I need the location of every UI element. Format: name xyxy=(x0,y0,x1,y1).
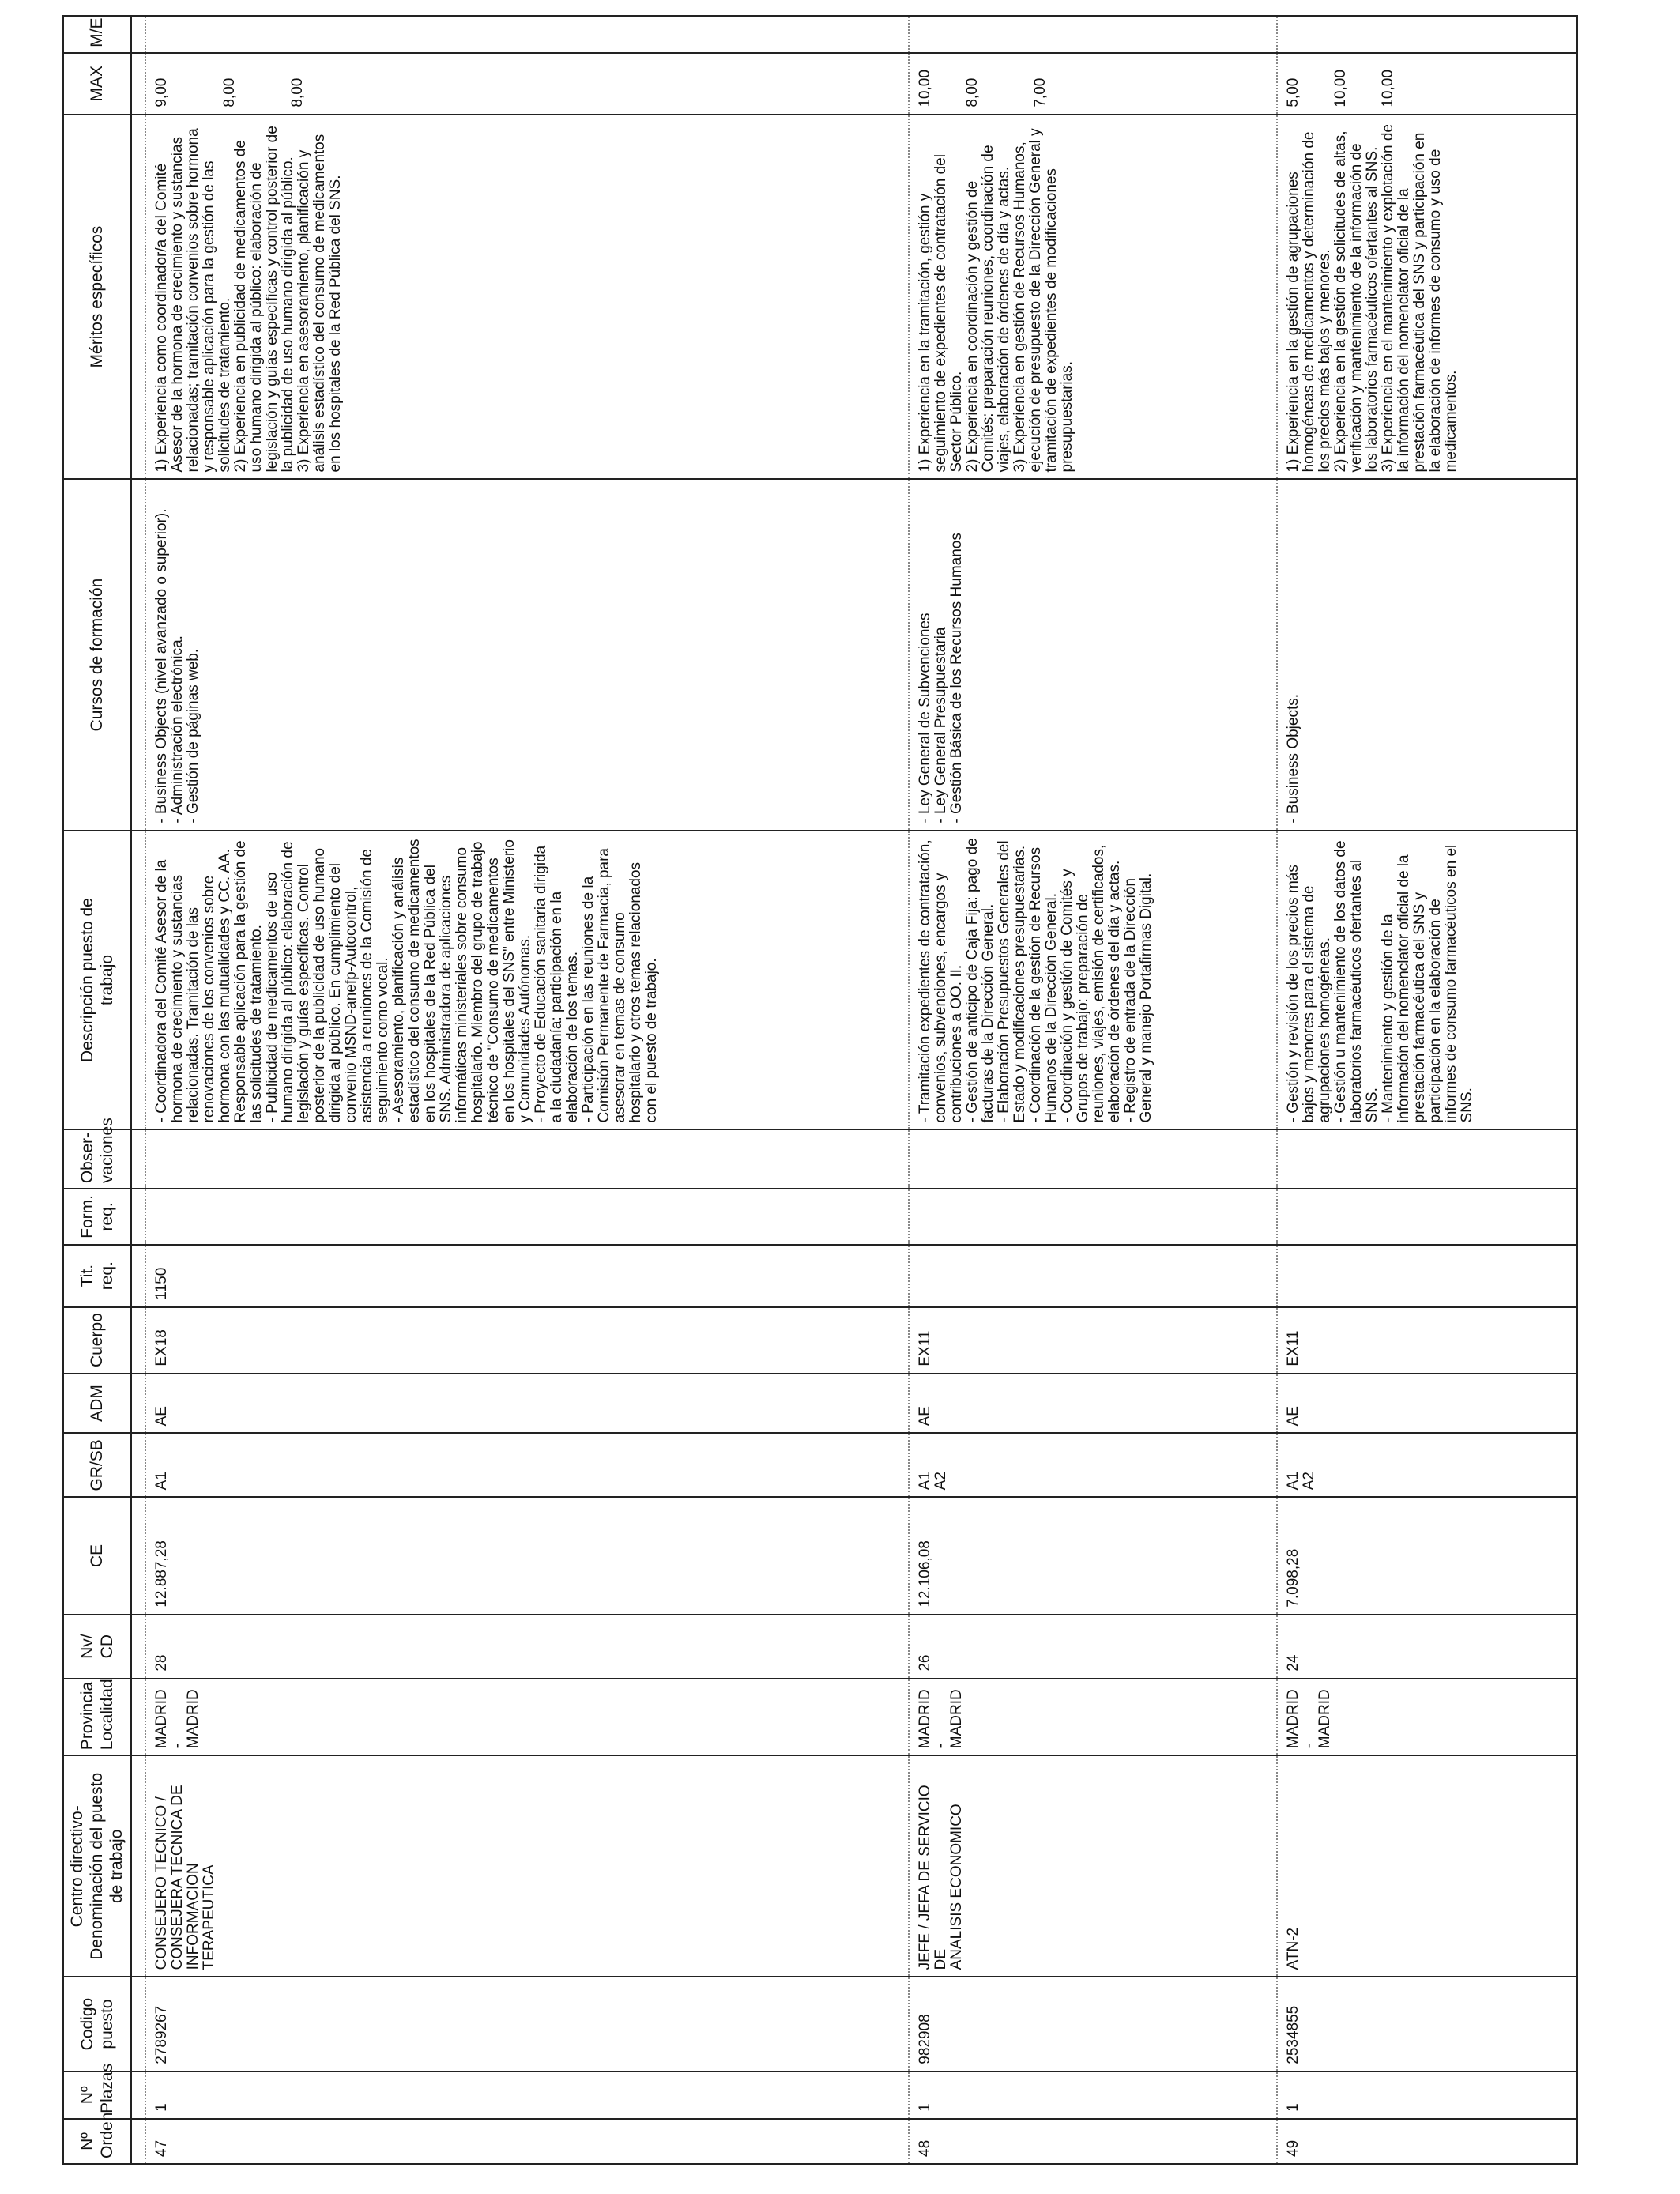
cell-provincia: MADRID - MADRID xyxy=(1277,1679,1576,1756)
cell-centro: CONSEJERO TECNICO / CONSEJERA TECNICA DE INFORMACION TERAPEUTICA xyxy=(145,1755,909,1977)
cell-cuerpo: EX11 xyxy=(1277,1307,1576,1374)
cell-cursos: - Ley General de Subvenciones - Ley General Presupuestaria - Gestión Básica de los Recursos Humanos xyxy=(909,479,1278,830)
table-header-row xyxy=(63,16,131,2164)
cell-max xyxy=(1277,53,1576,115)
header-meritos: Méritos específicos xyxy=(63,115,131,480)
cell-me xyxy=(145,16,909,53)
header-codigo: Codigo puesto xyxy=(63,1977,131,2071)
cell-nv: 26 xyxy=(909,1615,1278,1679)
header-centro: Centro directivo- Denominación del puesto de trabajo xyxy=(63,1755,131,1977)
header-me: M/E xyxy=(63,16,131,53)
header-max: MAX xyxy=(63,53,131,115)
cell-form xyxy=(145,1189,909,1245)
cell-form xyxy=(1277,1189,1576,1245)
header-form: Form. req. xyxy=(63,1189,131,1245)
header-tit: Tit. req. xyxy=(63,1245,131,1307)
cell-obs xyxy=(1277,1129,1576,1189)
table-row xyxy=(1277,16,1576,2164)
header-cuerpo: Cuerpo xyxy=(63,1307,131,1374)
max-score-3: 10,00 xyxy=(1380,70,1397,107)
cell-plazas: 1 xyxy=(145,2071,909,2119)
cell-me xyxy=(909,16,1278,53)
cell-adm: AE xyxy=(909,1374,1278,1434)
header-cursos: Cursos de formación xyxy=(63,479,131,830)
max-score-1: 9,00 xyxy=(153,77,170,107)
cell-tit xyxy=(909,1245,1278,1307)
table-row xyxy=(909,16,1278,2164)
header-adm: ADM xyxy=(63,1374,131,1434)
cell-centro: JEFE / JEFA DE SERVICIO DE ANALISIS ECONOMICO xyxy=(909,1755,1278,1977)
max-score-1: 10,00 xyxy=(916,70,933,107)
cell-obs xyxy=(145,1129,909,1189)
header-desc: Descripción puesto de trabajo xyxy=(63,831,131,1130)
cell-max xyxy=(145,53,909,115)
cell-nv: 24 xyxy=(1277,1615,1576,1679)
cell-cuerpo: EX18 xyxy=(145,1307,909,1374)
header-gr: GR/SB xyxy=(63,1433,131,1497)
max-score-2: 8,00 xyxy=(221,77,238,107)
header-plazas: Nº Plazas xyxy=(63,2071,131,2119)
cell-codigo: 982908 xyxy=(909,1977,1278,2071)
cell-nv: 28 xyxy=(145,1615,909,1679)
cell-desc: - Tramitación expedientes de contratación, convenios, subvenciones, encargos y contribuciones a OO. II. - Gestión de anticipo de Caja Fija: pago de facturas de la Dirección General. - Elaboración Presupuestos Generales del Estado y modificaciones presupuestarias. - Coordinación de la gestión de Recursos Humanos de la Dirección General. - Coordinación y gestión de Comités y Grupos de trabajo: preparación de reuniones, viajes, emisión de certificados, elaboración de órdenes del día y actas. - Registro de entrada de la Dirección General y manejo Portafirmas Digital. xyxy=(909,831,1278,1130)
cell-codigo: 2789267 xyxy=(145,1977,909,2071)
header-ce: CE xyxy=(63,1497,131,1614)
header-orden: Nº Orden xyxy=(63,2119,131,2164)
cell-ce: 12.106,08 xyxy=(909,1497,1278,1614)
cell-gr: A1 A2 xyxy=(1277,1433,1576,1497)
cell-obs xyxy=(909,1129,1278,1189)
table-row xyxy=(145,16,909,2164)
cell-ce: 7.098,28 xyxy=(1277,1497,1576,1614)
cell-plazas: 1 xyxy=(1277,2071,1576,2119)
cell-cuerpo: EX11 xyxy=(909,1307,1278,1374)
header-provincia: Provincia Localidad xyxy=(63,1679,131,1756)
max-score-1: 5,00 xyxy=(1285,77,1302,107)
cell-desc: - Coordinadora del Comité Asesor de la hormona de crecimiento y sustancias relacionadas. Tramitación de las renovaciones de los convenios sobre hormona con las mutualidades y CC. AA. Responsable aplicación para la gestión de las solicitudes de tratamiento. - Publicidad de medicamentos de uso humano dirigida al público: elaboración de legislación y guías específicas. Control posterior de la publicidad de uso humano dirigida al público. En cumplimiento del convenio MSND-anefp-Autocontrol, asistencia a reuniones de la Comisión de seguimiento como vocal. - Asesoramiento, planificación y análisis estadístico del consumo de medicamentos en los hospitales de la Red Pública del SNS. Administradora de aplicaciones informáticas ministeriales sobre consumo hospitalario. Miembro del grupo de trabajo técnico de "Consumo de medicamentos en los hospitales del SNS" entre Ministerio y Comunidades Autónomas. - Proyecto de Educación sanitaria dirigida a la ciudadanía: participación en la elaboración de los temas. - Participación en las reuniones de la Comisión Permanente de Farmacia, para asesorar en temas de consumo hospitalario y otros temas relacionados con el puesto de trabajo. xyxy=(145,831,909,1130)
cell-max xyxy=(909,53,1278,115)
cell-tit xyxy=(1277,1245,1576,1307)
cell-cursos: - Business Objects. xyxy=(1277,479,1576,830)
cell-meritos: 1) Experiencia en la gestión de agrupaciones homogéneas de medicamentos y determinación de los precios más bajos y menores. 2) Experiencia en la gestión de solicitudes de altas, verificación y mantenimiento de la información de los laboratorios farmacéuticos ofertantes al SNS. 3) Experiencia en el mantenimiento y explotación de la información del nomenclator oficial de la prestación farmacéutica del SNS y participación en la elaboración de informes de consumo y uso de medicamentos. xyxy=(1277,115,1576,480)
cell-me xyxy=(1277,16,1576,53)
cell-gr: A1 A2 xyxy=(909,1433,1278,1497)
max-score-2: 10,00 xyxy=(1332,70,1350,107)
cell-provincia: MADRID - MADRID xyxy=(909,1679,1278,1756)
cell-meritos: 1) Experiencia como coordinador/a del Comité Asesor de la hormona de crecimiento y sustancias relacionadas; tramitación convenios sobre hormona y responsable aplicación para la gestión de las solicitudes de tratamiento. 2) Experiencia en publicidad de medicamentos de uso humano dirigida al público: elaboración de legislación y guías específicas y control posterior de la publicidad de uso humano dirigida al público. 3) Experiencia en asesoramiento, planificación y análisis estadístico del consumo de medicamentos en los hospitales de la Red Pública del SNS. xyxy=(145,115,909,480)
cell-provincia: MADRID - MADRID xyxy=(145,1679,909,1756)
max-score-3: 8,00 xyxy=(289,77,306,107)
cell-meritos: 1) Experiencia en la tramitación, gestión y seguimiento de expedientes de contratación del Sector Público. 2) Experiencia en coordinación y gestión de Comités: preparación reuniones, coordinación de viajes, elaboración de órdenes de día y actas. 3) Experiencia en gestión de Recursos Humanos, ejecución de presupuesto de la Dirección General y tramitación de expedientes de modificaciones presupuestarias. xyxy=(909,115,1278,480)
cell-form xyxy=(909,1189,1278,1245)
cell-adm: AE xyxy=(1277,1374,1576,1434)
cell-orden: 47 xyxy=(145,2119,909,2164)
cell-centro: ATN-2 xyxy=(1277,1755,1576,1977)
cell-gr: A1 xyxy=(145,1433,909,1497)
header-obs: Obser- vaciones xyxy=(63,1129,131,1189)
cell-orden: 49 xyxy=(1277,2119,1576,2164)
cell-cursos: - Business Objects (nivel avanzado o superior). - Administración electrónica. - Gestión de páginas web. xyxy=(145,479,909,830)
header-nv: Nv/ CD xyxy=(63,1615,131,1679)
cell-ce: 12.887,28 xyxy=(145,1497,909,1614)
cell-codigo: 2534855 xyxy=(1277,1977,1576,2071)
max-score-3: 7,00 xyxy=(1031,77,1049,107)
cell-plazas: 1 xyxy=(909,2071,1278,2119)
cell-tit: 1150 xyxy=(145,1245,909,1307)
max-score-2: 8,00 xyxy=(963,77,981,107)
positions-table xyxy=(62,15,1578,2165)
cell-desc: - Gestión y revisión de los precios más bajos y menores para el sistema de agrupaciones homogéneas. - Gestión u mantenimiento de los datos de laboratorios farmacéuticos ofertantes al SNS. - Mantenimiento y gestión de la información del nomenclator oficial de la prestación farmacéutica del SNS y participación en la elaboración de informes de consumo farmacéuticos en el SNS. xyxy=(1277,831,1576,1130)
spacer-row xyxy=(131,16,146,2164)
cell-adm: AE xyxy=(145,1374,909,1434)
rotated-page xyxy=(62,15,1578,2165)
cell-orden: 48 xyxy=(909,2119,1278,2164)
